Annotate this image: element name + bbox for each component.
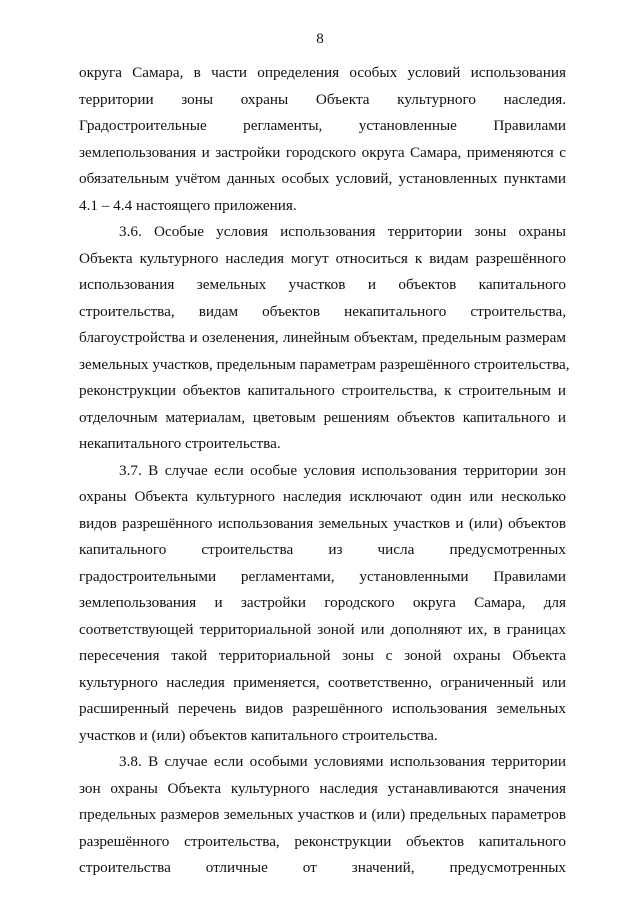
text-line: участков и (или) объектов капитального строительства. bbox=[79, 726, 438, 744]
text-line: 3.8. В случае если особыми условиями использования территории bbox=[119, 753, 566, 770]
text-line: предельных размеров земельных участков и (или) предельных параметров bbox=[79, 806, 566, 823]
text-line: соответствующей территориальной зоной или дополняют их, в границах bbox=[79, 620, 566, 638]
text-line: строительства отличные от значений, предусмотренных bbox=[79, 859, 566, 876]
text-line: благоустройства и озеленения, линейным объектам, предельным размерам bbox=[79, 329, 566, 346]
text-line: пересечения такой территориальной зоны с зоной охраны Объекта bbox=[79, 647, 566, 664]
text-line: градостроительными регламентами, установленными Правилами bbox=[79, 567, 566, 585]
text-line: охраны Объекта культурного наследия исключают один или несколько bbox=[79, 488, 566, 505]
text-line: зон охраны Объекта культурного наследия устанавливаются значения bbox=[79, 779, 566, 797]
text-line: разрешённого строительства, реконструкции объектов капитального bbox=[79, 832, 566, 850]
text-line: землепользования и застройки городского округа Самара, для bbox=[79, 594, 566, 611]
text-line: 4.1 – 4.4 настоящего приложения. bbox=[79, 196, 297, 214]
text-line: использования земельных участков и объектов капитального bbox=[79, 276, 566, 293]
text-line: видов разрешённого использования земельных участков и (или) объектов bbox=[79, 514, 566, 532]
text-line: строительства, видам объектов некапитального строительства, bbox=[79, 302, 566, 320]
text-line: территории зоны охраны Объекта культурного наследия. bbox=[79, 90, 566, 108]
text-line: 3.6. Особые условия использования территории зоны охраны bbox=[119, 223, 566, 240]
text-line: капитального строительства из числа предусмотренных bbox=[79, 541, 566, 558]
text-line: некапитального строительства. bbox=[79, 435, 281, 452]
text-line: земельных участков, предельным параметрам разрешённого строительства, bbox=[79, 355, 570, 373]
document-body bbox=[79, 60, 570, 882]
text-line: округа Самара, в части определения особых условий использования bbox=[79, 64, 566, 81]
text-line: культурного наследия применяется, соответственно, ограниченный или bbox=[79, 673, 566, 691]
text-line: землепользования и застройки городского округа Самара, применяются с bbox=[79, 143, 566, 161]
text-line: реконструкции объектов капитального строительства, к строительным и bbox=[79, 382, 566, 399]
text-line: отделочным материалам, цветовым решениям объектов капитального и bbox=[79, 408, 566, 426]
text-line: Объекта культурного наследия могут относиться к видам разрешённого bbox=[79, 249, 566, 267]
text-line: Градостроительные регламенты, установленные Правилами bbox=[79, 117, 566, 134]
text-line: обязательным учётом данных особых условий, установленных пунктами bbox=[79, 170, 566, 187]
page-number: 8 bbox=[316, 31, 324, 47]
text-line: 3.7. В случае если особые условия использования территории зон bbox=[119, 461, 566, 479]
text-line: расширенный перечень видов разрешённого использования земельных bbox=[79, 700, 566, 717]
